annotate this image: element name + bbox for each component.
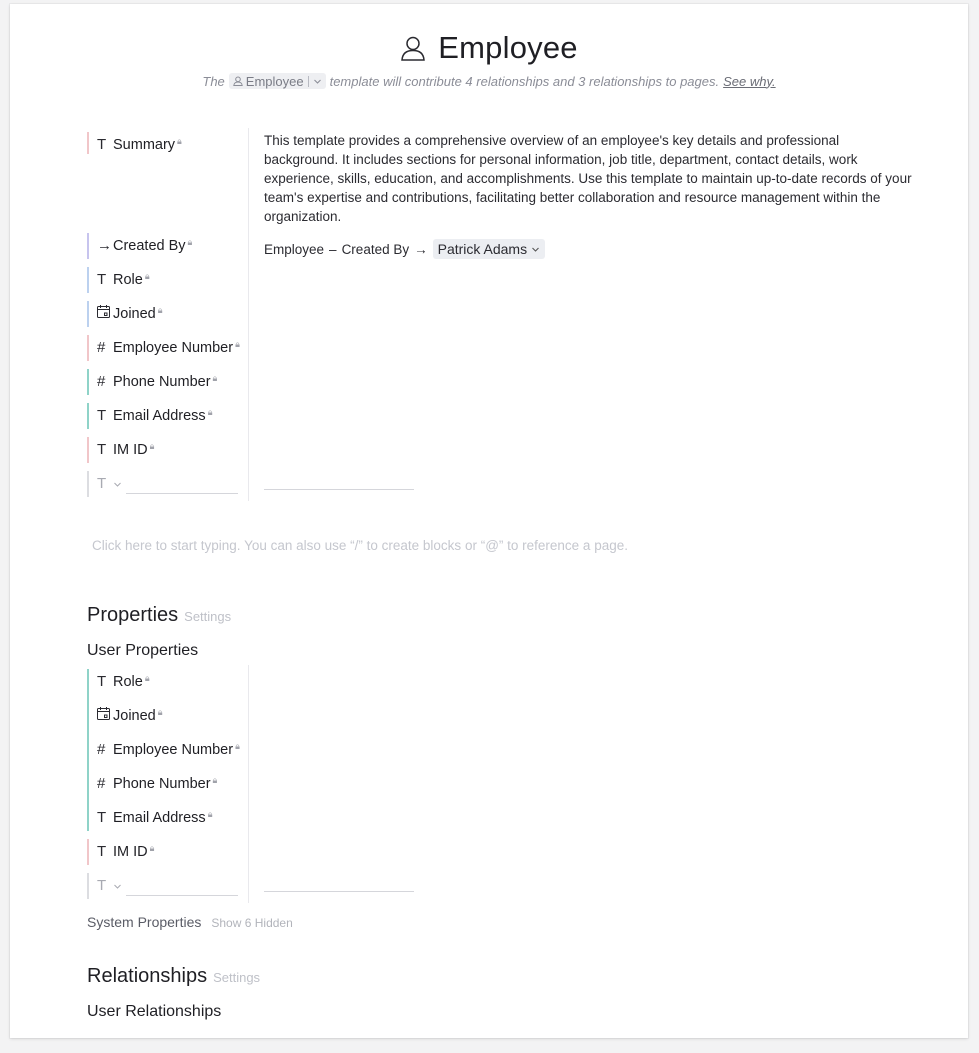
property-row-email-address	[87, 399, 917, 433]
lock-icon: 🔒︎	[212, 373, 218, 383]
property-name-phone-number[interactable]: # Phone Number 🔒︎	[87, 365, 248, 399]
new-user-property-name	[87, 869, 248, 903]
column-divider	[248, 433, 249, 467]
property-row-role	[87, 263, 917, 297]
property-color-bar	[87, 767, 89, 801]
im-id-value[interactable]	[264, 433, 917, 467]
user-property-row-email-address	[87, 801, 917, 835]
chevron-down-icon[interactable]	[531, 245, 540, 254]
subtitle-suffix: template will contribute 4 relationships and 3 relationships to pages.	[329, 73, 720, 89]
user-property-row-role	[87, 665, 917, 699]
column-divider	[248, 467, 249, 501]
column-divider	[248, 665, 249, 699]
new-property-row	[87, 467, 917, 501]
user-property-row-employee-number	[87, 733, 917, 767]
column-divider	[248, 263, 249, 297]
relation-source: Employee	[264, 241, 325, 257]
chevron-down-icon[interactable]	[113, 882, 122, 891]
chip-separator	[308, 76, 309, 87]
column-divider	[248, 801, 249, 835]
user-property-name-employee-number[interactable]: # Employee Number 🔒︎	[87, 733, 248, 767]
user-relationships-heading: User Relationships	[87, 1003, 222, 1020]
template-chip[interactable]	[229, 73, 326, 89]
lock-icon: 🔒︎	[144, 271, 150, 281]
lock-icon: 🔒︎	[212, 775, 218, 785]
type-picker[interactable]: T	[97, 475, 107, 492]
relation-name: Created By	[341, 241, 410, 257]
column-divider	[248, 128, 249, 229]
arrow-right-icon: →	[97, 237, 112, 254]
property-color-bar	[87, 267, 89, 293]
text-type-icon: T	[97, 407, 107, 424]
page-header	[10, 28, 968, 89]
property-color-bar	[87, 873, 89, 899]
text-type-icon: T	[97, 271, 107, 288]
lock-icon: 🔒︎	[149, 441, 155, 451]
editor-placeholder[interactable]: Click here to start typing. You can also use “/” to create blocks or “@” to reference a page.	[92, 538, 628, 553]
property-color-bar	[87, 132, 89, 154]
new-user-property-row	[87, 869, 917, 903]
property-color-bar	[87, 301, 89, 327]
property-name-email-address[interactable]: T Email Address 🔒︎	[87, 399, 248, 433]
number-type-icon: #	[97, 775, 106, 792]
column-divider	[248, 869, 249, 903]
property-color-bar	[87, 403, 89, 429]
property-row-created-by	[87, 229, 917, 263]
column-divider	[248, 229, 249, 263]
property-color-bar	[87, 801, 89, 831]
show-hidden-button[interactable]: Show 6 Hidden	[211, 916, 293, 930]
property-color-bar	[87, 233, 89, 259]
property-name-role[interactable]: T Role 🔒︎	[87, 263, 248, 297]
property-name-created-by[interactable]: → Created By 🔒︎	[87, 229, 248, 263]
property-color-bar	[87, 471, 89, 497]
employee-number-value[interactable]	[264, 331, 917, 365]
column-divider	[248, 699, 249, 733]
column-divider	[248, 835, 249, 869]
calendar-icon	[97, 707, 113, 725]
lock-icon: 🔒︎	[157, 707, 163, 717]
new-user-property-name-input[interactable]	[126, 877, 238, 896]
text-type-icon: T	[97, 673, 107, 690]
property-row-phone-number	[87, 365, 917, 399]
column-divider	[248, 767, 249, 801]
property-color-bar	[87, 839, 89, 865]
column-divider	[248, 365, 249, 399]
property-name-summary[interactable]: T Summary 🔒︎	[87, 128, 248, 229]
lock-icon: 🔒︎	[207, 407, 213, 417]
lock-icon: 🔒︎	[235, 339, 240, 349]
user-properties-list	[87, 665, 917, 903]
email-address-value[interactable]	[264, 399, 917, 433]
property-color-bar	[87, 733, 89, 767]
user-property-name-joined[interactable]: Joined 🔒︎	[87, 699, 248, 733]
template-page	[10, 4, 968, 1038]
page-title	[10, 28, 968, 68]
type-picker[interactable]: T	[97, 877, 107, 894]
user-property-name-role[interactable]: T Role 🔒︎	[87, 665, 248, 699]
lock-icon: 🔒︎	[177, 136, 182, 146]
text-type-icon: T	[97, 441, 107, 458]
template-chip-label: Employee	[245, 73, 304, 89]
relationships-heading: Relationships Settings	[87, 965, 261, 987]
property-color-bar	[87, 437, 89, 463]
number-type-icon: #	[97, 741, 106, 758]
new-property-name-input[interactable]	[126, 475, 238, 494]
chevron-down-icon[interactable]	[113, 480, 122, 489]
user-property-row-im-id	[87, 835, 917, 869]
system-properties-row	[87, 914, 293, 930]
lock-icon: 🔒︎	[144, 673, 150, 683]
property-color-bar	[87, 335, 89, 361]
new-user-property-value	[264, 869, 917, 903]
joined-value[interactable]	[264, 297, 917, 331]
column-divider	[248, 331, 249, 365]
text-type-icon: T	[97, 843, 107, 860]
text-type-icon: T	[97, 809, 107, 826]
lock-icon: 🔒︎	[157, 305, 163, 315]
template-properties	[87, 128, 917, 501]
properties-settings-link[interactable]: Settings	[184, 609, 232, 624]
person-icon	[400, 35, 426, 61]
see-why-link[interactable]: See why.	[723, 73, 776, 89]
role-value[interactable]	[264, 263, 917, 297]
property-row-employee-number	[87, 331, 917, 365]
person-icon	[233, 76, 243, 86]
user-property-name-phone-number[interactable]: # Phone Number 🔒︎	[87, 767, 248, 801]
subtitle-prefix: The	[202, 73, 225, 89]
phone-number-value[interactable]	[264, 365, 917, 399]
relationships-settings-link[interactable]: Settings	[213, 970, 261, 985]
system-properties-label: System Properties	[87, 914, 202, 930]
property-name-employee-number[interactable]: # Employee Number 🔒︎	[87, 331, 248, 365]
created-by-value	[264, 229, 917, 263]
property-row-summary	[87, 128, 917, 229]
column-divider	[248, 733, 249, 767]
property-name-im-id[interactable]: T IM ID 🔒︎	[87, 433, 248, 467]
number-type-icon: #	[97, 373, 106, 390]
lock-icon: 🔒︎	[207, 809, 213, 819]
property-color-bar	[87, 369, 89, 395]
arrow-right-icon: →	[414, 241, 428, 257]
page-title-text: Employee	[438, 30, 578, 65]
property-row-im-id	[87, 433, 917, 467]
user-property-row-phone-number	[87, 767, 917, 801]
relation-dash-icon: –	[329, 241, 337, 257]
property-color-bar	[87, 699, 89, 733]
properties-heading: Properties Settings	[87, 604, 232, 626]
new-property-value-input[interactable]	[264, 471, 414, 490]
calendar-icon	[97, 305, 113, 323]
new-property-value	[264, 467, 917, 501]
property-name-joined[interactable]: Joined 🔒︎	[87, 297, 248, 331]
user-properties-heading: User Properties	[87, 642, 199, 659]
new-user-property-value-input[interactable]	[264, 873, 414, 892]
summary-value[interactable]: This template provides a comprehensive overview of an employee's key details and professional background. It includes sections for personal information, job title, department, contact details, work experience, skills, education, and accomplishments. Use this template to maintain up-to-date records of your team's expertise and contributions, facilitating better collaboration and resource management within the organization.	[264, 133, 912, 224]
created-by-chip[interactable]: Patrick Adams	[433, 239, 545, 259]
lock-icon: 🔒︎	[235, 741, 240, 751]
lock-icon: 🔒︎	[149, 843, 155, 853]
property-row-joined	[87, 297, 917, 331]
property-color-bar	[87, 669, 89, 699]
column-divider	[248, 399, 249, 433]
user-property-row-joined	[87, 699, 917, 733]
lock-icon: 🔒︎	[187, 237, 193, 247]
column-divider	[248, 297, 249, 331]
number-type-icon: #	[97, 339, 106, 356]
new-property-name	[87, 467, 248, 501]
user-property-name-im-id[interactable]: T IM ID 🔒︎	[87, 835, 248, 869]
template-contribution-note	[10, 73, 968, 89]
chevron-down-icon[interactable]	[313, 77, 322, 86]
text-type-icon: T	[97, 136, 107, 153]
user-property-name-email-address[interactable]: T Email Address 🔒︎	[87, 801, 248, 835]
